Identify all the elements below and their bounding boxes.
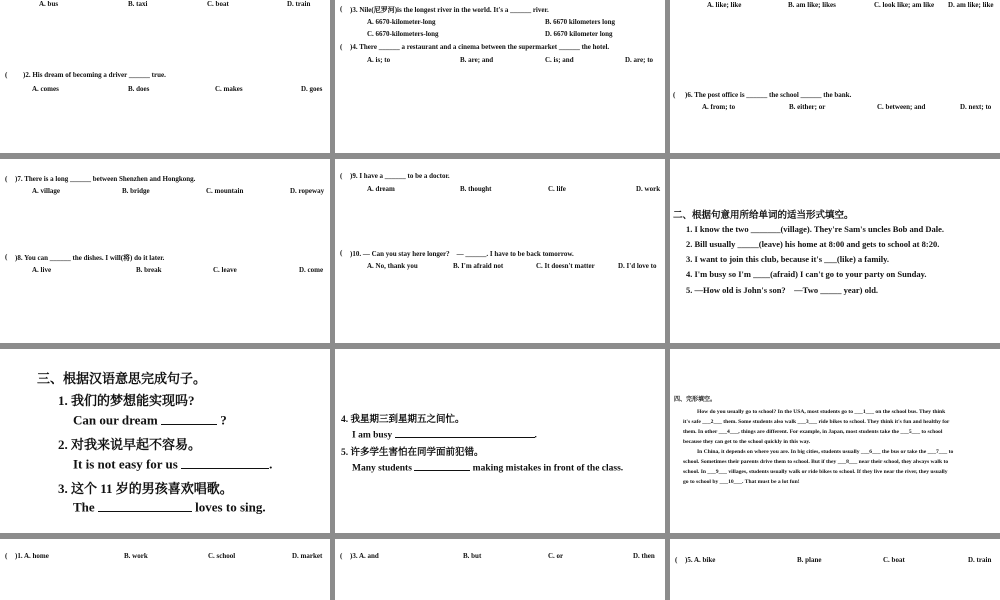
cloze-line-7: school. In ___9___ villages, students usually walk or ride bikes to school. If they live near the river, they usually — [683, 469, 948, 475]
option-a: A. bus — [39, 0, 59, 8]
translate-answer-3: The loves to sing. — [73, 499, 266, 515]
section-4-heading: 四、完形填空。 — [674, 397, 717, 403]
answer-blank[interactable] — [98, 499, 192, 512]
option-c: C. makes — [215, 85, 243, 93]
cloze-line-1: How do you usually go to school? In the USA, most students go to ___1___ on the school bus. They think — [697, 409, 946, 415]
answer-bracket: ( — [340, 552, 343, 560]
option-b: B. are; and — [460, 56, 494, 64]
section-3-heading: 三、根据汉语意思完成句子。 — [37, 371, 207, 386]
slide-cell-4 — [0, 159, 330, 343]
question-3-stem: )3. Nile(尼罗河)is the longest river in the world. It's a ______ river. — [350, 6, 549, 14]
translate-prompt-5: 5. 许多学生害怕在同学面前犯错。 — [341, 448, 484, 458]
slide-cell-1 — [0, 0, 330, 153]
option-d: D. then — [633, 552, 655, 560]
answer-bracket: ( — [340, 249, 343, 257]
cloze-line-4: because they can get to the school quickly in this way. — [683, 439, 811, 445]
option-a: A. village — [32, 187, 60, 195]
fill-sentence-1: 1. I know the two _______(village). They're Sam's uncles Bob and Dale. — [686, 224, 945, 234]
option-d: D. 6670 kilometer long — [545, 30, 613, 38]
answer-bracket: ( — [673, 91, 676, 99]
option-d: D. train — [287, 0, 311, 8]
answer-blank[interactable] — [414, 461, 470, 471]
question-7-stem: )7. There is a long ______ between Shenzhen and Hongkong. — [15, 175, 196, 183]
option-a: A. like; like — [707, 1, 742, 9]
fill-sentence-4: 4. I'm busy so I'm ____(afraid) I can't go to your party on Sunday. — [686, 269, 927, 279]
answer-bracket: ( — [5, 71, 8, 79]
option-c: C. or — [548, 552, 564, 560]
option-c: C. is; and — [545, 56, 574, 64]
option-b: B. 6670 kilometers long — [545, 18, 615, 26]
fill-sentence-2: 2. Bill usually _____(leave) his home at 8:00 and gets to school at 8:20. — [686, 239, 940, 249]
slide-cell-11 — [335, 539, 665, 600]
slide-cell-3 — [670, 0, 1000, 153]
option-d: D. come — [299, 266, 324, 274]
option-a: A. dream — [367, 185, 395, 193]
fill-sentence-3: 3. I want to join this club, because it's ___(like) a family. — [686, 254, 890, 264]
option-c: C. life — [548, 185, 566, 193]
option-b: B. work — [124, 552, 148, 560]
option-c: C. It doesn't matter — [536, 262, 595, 270]
option-b: B. I'm afraid not — [453, 262, 504, 270]
translate-answer-4: I am busy . — [352, 428, 537, 441]
answer-blank[interactable] — [161, 412, 217, 425]
cloze-line-8: go to school by ___10___. That must be a lot fun! — [683, 479, 800, 485]
option-c: C. look like; am like — [874, 1, 935, 9]
answer-bracket: ( — [340, 43, 343, 51]
option-c: C. leave — [213, 266, 237, 274]
option-d: D. am like; like — [948, 1, 994, 9]
option-d: D. next; to — [960, 103, 992, 111]
question-9-stem: )9. I have a ______ to be a doctor. — [350, 172, 450, 180]
slide-cell-2 — [335, 0, 665, 153]
option-d: D. train — [968, 556, 992, 564]
translate-answer-1: Can our dream ? — [73, 412, 227, 428]
cloze-line-3: them. In other ___4___, things are different. For example, in Japan, most students take the ___5___ to school — [683, 429, 943, 435]
question-8-stem: )8. You can ______ the dishes. I will(将) do it later. — [15, 254, 165, 262]
option-d: D. ropeway — [290, 187, 325, 195]
option-c: C. between; and — [877, 103, 926, 111]
translate-prompt-1: 1. 我们的梦想能实现吗? — [58, 393, 195, 408]
option-d: D. goes — [301, 85, 323, 93]
option-a: A. 6670-kilometer-long — [367, 18, 436, 26]
option-c: C. school — [208, 552, 236, 560]
option-b: B. am like; likes — [788, 1, 836, 9]
answer-bracket: ( — [675, 556, 678, 564]
slide-cell-6 — [670, 159, 1000, 343]
slide-cell-8 — [335, 349, 665, 533]
option-b: B. plane — [797, 556, 822, 564]
translate-answer-2: It is not easy for us . — [73, 456, 273, 472]
translate-prompt-2: 2. 对我来说早起不容易。 — [58, 437, 202, 452]
option-b: B. does — [128, 85, 150, 93]
question-4-stem: )4. There ______ a restaurant and a cinema between the supermarket ______ the hotel. — [350, 43, 610, 51]
slide-cell-7 — [0, 349, 330, 533]
cloze-line-6: school. Sometimes their parents drive them to school. But if they ___8___ near their school, they always walk to — [683, 459, 949, 465]
answer-bracket: ( — [340, 5, 343, 13]
answer-blank[interactable] — [395, 428, 535, 438]
translate-answer-5: Many students making mistakes in front of the class. — [352, 461, 623, 474]
option-d: D. market — [292, 552, 323, 560]
option-b: B. bridge — [122, 187, 150, 195]
answer-bracket: ( — [5, 175, 8, 183]
slide-cell-9 — [670, 349, 1000, 533]
option-c: C. boat — [207, 0, 229, 8]
option-d: D. work — [636, 185, 661, 193]
cloze-question-5: )5. A. bike — [685, 556, 716, 564]
option-b: B. but — [463, 552, 482, 560]
option-d: D. are; to — [625, 56, 654, 64]
option-a: A. No, thank you — [367, 262, 418, 270]
slide-cell-5 — [335, 159, 665, 343]
option-d: D. I'd love to — [618, 262, 657, 270]
translate-prompt-4: 4. 我星期三到星期五之间忙。 — [341, 415, 465, 425]
option-c: C. 6670-kilometers-long — [367, 30, 439, 38]
option-a: A. is; to — [367, 56, 391, 64]
slide-cell-10 — [0, 539, 330, 600]
question-2-stem: )2. His dream of becoming a driver ______ true. — [23, 71, 166, 79]
question-10-stem: )10. — Can you stay here longer? — ______. I have to be back tomorrow. — [350, 250, 574, 258]
translate-prompt-3: 3. 这个 11 岁的男孩喜欢唱歌。 — [58, 481, 233, 496]
answer-blank[interactable] — [181, 456, 269, 469]
option-c: C. boat — [883, 556, 905, 564]
option-c: C. mountain — [206, 187, 244, 195]
answer-bracket: ( — [5, 552, 8, 560]
option-a: A. comes — [32, 85, 59, 93]
option-b: B. either; or — [789, 103, 826, 111]
option-a: A. live — [32, 266, 52, 274]
option-a: A. from; to — [702, 103, 736, 111]
cloze-line-2: it's safe ___2___ them. Some students also walk ___3___ ride bikes to school. They think it's fun and healthy for — [683, 419, 950, 425]
cloze-line-5: In China, it depends on where you are. In big cities, students usually ___6___ the bus or take the ___7___ to — [697, 449, 954, 455]
cloze-question-3: )3. A. and — [350, 552, 379, 560]
cloze-question-1: )1. A. home — [15, 552, 49, 560]
answer-bracket: ( — [340, 172, 343, 180]
section-2-heading: 二、根据句意用所给单词的适当形式填空。 — [673, 211, 854, 221]
option-b: B. thought — [460, 185, 492, 193]
answer-bracket: ( — [5, 253, 8, 261]
option-b: B. taxi — [128, 0, 148, 8]
option-b: B. break — [136, 266, 162, 274]
slide-cell-12 — [670, 539, 1000, 600]
question-6-stem: )6. The post office is ______ the school ______ the bank. — [685, 91, 852, 99]
fill-sentence-5: 5. —How old is John's son? —Two _____ year) old. — [686, 285, 879, 295]
